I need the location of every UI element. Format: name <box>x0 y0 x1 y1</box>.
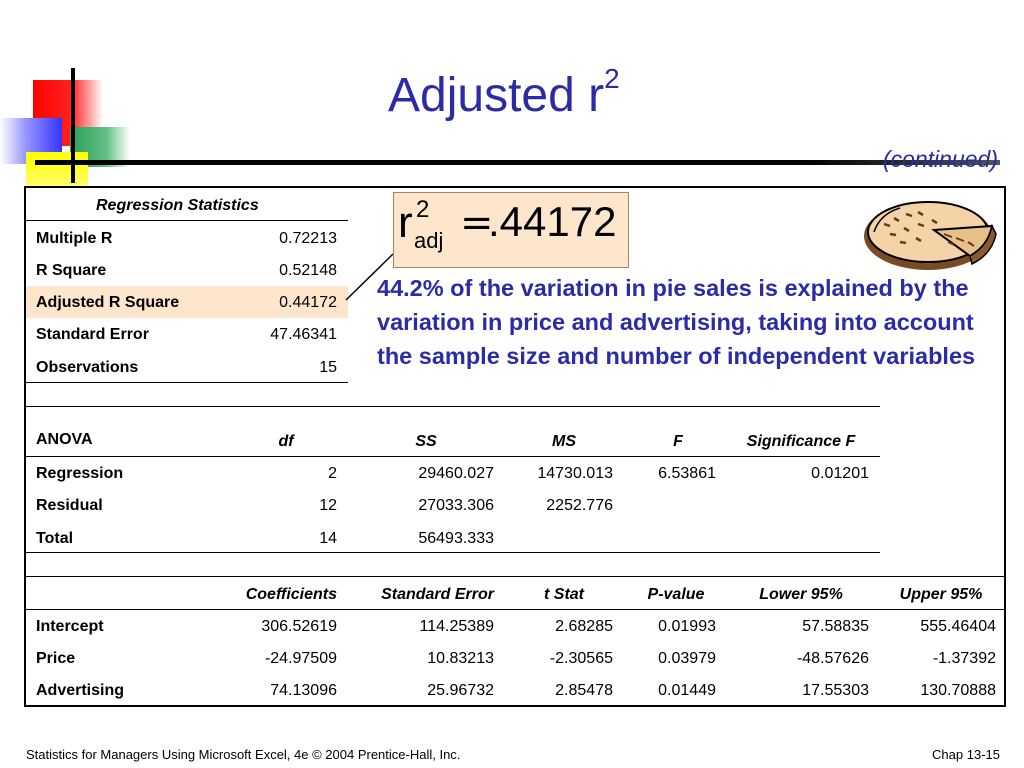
anova-cell: 2 <box>328 465 337 482</box>
anova-cell: 27033.306 <box>418 497 494 514</box>
coef-cell: 17.55303 <box>802 682 869 699</box>
coef-cell: 130.70888 <box>920 682 996 699</box>
coef-cell: 25.96732 <box>427 682 494 699</box>
anova-col-header: F <box>673 433 683 450</box>
stat-value: 0.52148 <box>279 262 337 279</box>
anova-cell: 12 <box>319 497 337 514</box>
coef-col-header: Standard Error <box>381 586 494 603</box>
anova-row-label: Total <box>36 530 74 547</box>
coef-col-header: Coefficients <box>245 586 337 603</box>
coef-cell: 10.83213 <box>427 650 494 667</box>
coef-cell: 2.68285 <box>555 618 613 635</box>
stat-label: Observations <box>36 359 139 376</box>
coef-cell: -1.37392 <box>932 650 996 667</box>
coef-col-header: P-value <box>647 586 705 603</box>
anova-cell: 14730.013 <box>537 465 613 482</box>
anova-cell: 29460.027 <box>418 465 494 482</box>
anova-row-label: Residual <box>36 497 103 514</box>
formula-value: .44172 <box>488 198 617 245</box>
footer-source: Statistics for Managers Using Microsoft Excel, 4e © 2004 Prentice-Hall, Inc. <box>26 747 461 762</box>
coef-col-header: Lower 95% <box>759 586 843 603</box>
coef-cell: -48.57626 <box>796 650 869 667</box>
coef-cell: 0.01449 <box>658 682 716 699</box>
coef-cell: 555.46404 <box>920 618 996 635</box>
coef-cell: -2.30565 <box>549 650 613 667</box>
coef-row-label: Advertising <box>36 682 125 699</box>
stat-value: 47.46341 <box>270 326 337 343</box>
coef-cell: -24.97509 <box>264 650 337 667</box>
anova-row-label: Regression <box>36 465 124 482</box>
regression-statistics-header: Regression Statistics <box>96 197 259 214</box>
coef-cell: 57.58835 <box>802 618 869 635</box>
coef-col-header: Upper 95% <box>899 586 983 603</box>
stat-label: Standard Error <box>36 326 149 343</box>
stat-value: 0.44172 <box>279 294 337 311</box>
anova-col-header: MS <box>552 433 576 450</box>
coef-col-header: t Stat <box>544 586 584 603</box>
coef-cell: 0.03979 <box>658 650 716 667</box>
coef-cell: 114.25389 <box>419 618 494 635</box>
coef-cell: 74.13096 <box>270 682 337 699</box>
explanation-text: 44.2% of the variation in pie sales is explained by the variation in price and advertising, taking into account the sample size and number of independent variables <box>377 275 976 369</box>
anova-cell: 14 <box>319 530 337 547</box>
stat-label: Multiple R <box>36 230 113 247</box>
continued-label: (continued) <box>882 146 998 172</box>
stat-value: 0.72213 <box>279 230 337 247</box>
anova-col-header: SS <box>415 433 437 450</box>
footer-page: Chap 13-15 <box>932 747 1000 762</box>
coef-row-label: Intercept <box>36 618 104 635</box>
formula-sup: 2 <box>416 196 430 223</box>
formula-r: r <box>398 198 413 247</box>
anova-cell: 0.01201 <box>811 465 869 482</box>
anova-cell: 2252.776 <box>546 497 613 514</box>
coef-cell: 2.85478 <box>555 682 613 699</box>
slide-title: Adjusted $r^2$ <box>388 63 620 122</box>
anova-cell: 56493.333 <box>418 530 494 547</box>
anova-col-header: Significance F <box>746 433 856 450</box>
coef-cell: 0.01993 <box>658 618 716 635</box>
stat-label: Adjusted R Square <box>36 294 180 311</box>
anova-label: ANOVA <box>36 431 93 448</box>
anova-col-header: df <box>278 433 294 450</box>
anova-cell: 6.53861 <box>658 465 716 482</box>
pie-icon <box>860 194 1000 274</box>
formula-sub: adj <box>414 228 444 253</box>
stat-value: 15 <box>319 359 337 376</box>
coef-cell: 306.52619 <box>261 618 337 635</box>
stat-label: R Square <box>36 262 107 279</box>
coef-row-label: Price <box>36 650 76 667</box>
formula-equals: = <box>460 200 494 246</box>
